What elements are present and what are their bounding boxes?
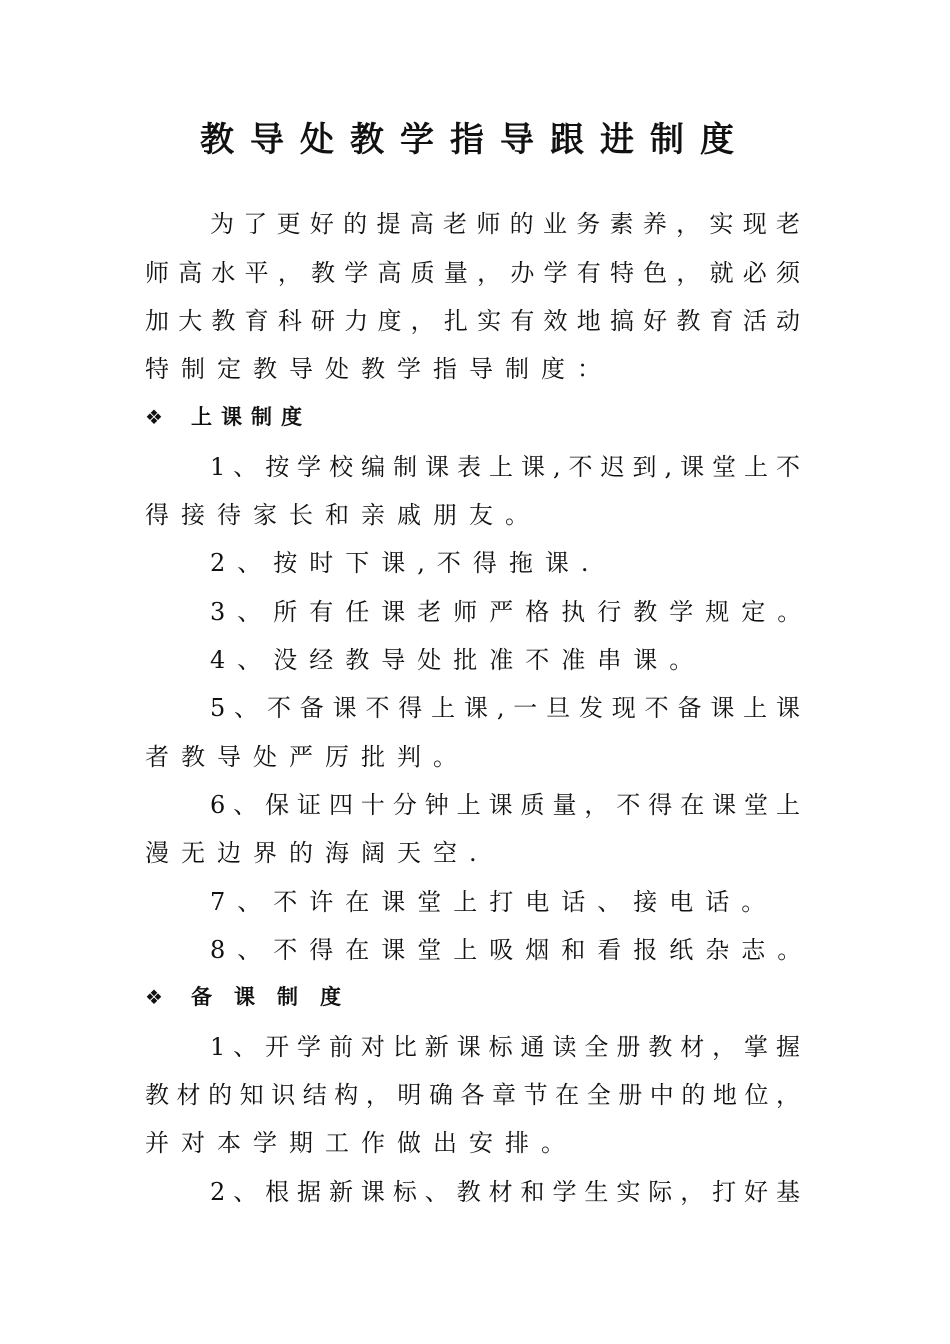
class-rule-line: 7、不许在课堂上打电话、接电话。 — [210, 888, 778, 916]
section-heading-text: 上课制度 — [191, 405, 311, 429]
class-rule-line: 者教导处严厉批判。 — [145, 743, 469, 771]
intro-line-2: 师高水平，教学高质量，办学有特色，就必须 — [145, 259, 800, 287]
prep-rule-line: 教材的知识结构，明确各章节在全册中的地位， — [145, 1081, 800, 1109]
class-rule-line: 6、保证四十分钟上课质量，不得在课堂上 — [210, 791, 800, 819]
prep-rule-line: 并对本学期工作做出安排。 — [145, 1129, 577, 1157]
section-heading-text: 备课制度 — [191, 985, 363, 1009]
document-title: 教导处教学指导跟进制度 — [200, 120, 750, 160]
intro-line-1: 为了更好的提高老师的业务素养，实现老 — [210, 210, 800, 238]
intro-line-3: 加大教育科研力度，扎实有效地搞好教育活动 — [145, 307, 800, 335]
diamond-bullet-icon: ❖ — [145, 985, 163, 1009]
prep-rule-line: 2、根据新课标、教材和学生实际，打好基 — [210, 1178, 800, 1206]
class-rule-line: 3、所有任课老师严格执行教学规定。 — [210, 598, 814, 626]
class-rule-line: 漫无边界的海阔天空. — [145, 839, 489, 867]
class-rule-line: 8、不得在课堂上吸烟和看报纸杂志。 — [210, 936, 814, 964]
diamond-bullet-icon: ❖ — [145, 405, 163, 429]
class-rule-line: 4、没经教导处批准不准串课。 — [210, 646, 706, 674]
section-heading-class-rules — [145, 401, 311, 433]
class-rule-line: 2、按时下课,不得拖课. — [210, 549, 601, 577]
intro-line-4: 特制定教导处教学指导制度： — [145, 355, 613, 383]
class-rule-line: 5、不备课不得上课,一旦发现不备课上课 — [210, 694, 800, 722]
prep-rule-line: 1、开学前对比新课标通读全册教材，掌握 — [210, 1033, 800, 1061]
class-rule-line: 得接待家长和亲戚朋友。 — [145, 501, 541, 529]
class-rule-line: 1、按学校编制课表上课,不迟到,课堂上不 — [210, 453, 800, 481]
section-heading-lesson-prep — [145, 981, 363, 1013]
